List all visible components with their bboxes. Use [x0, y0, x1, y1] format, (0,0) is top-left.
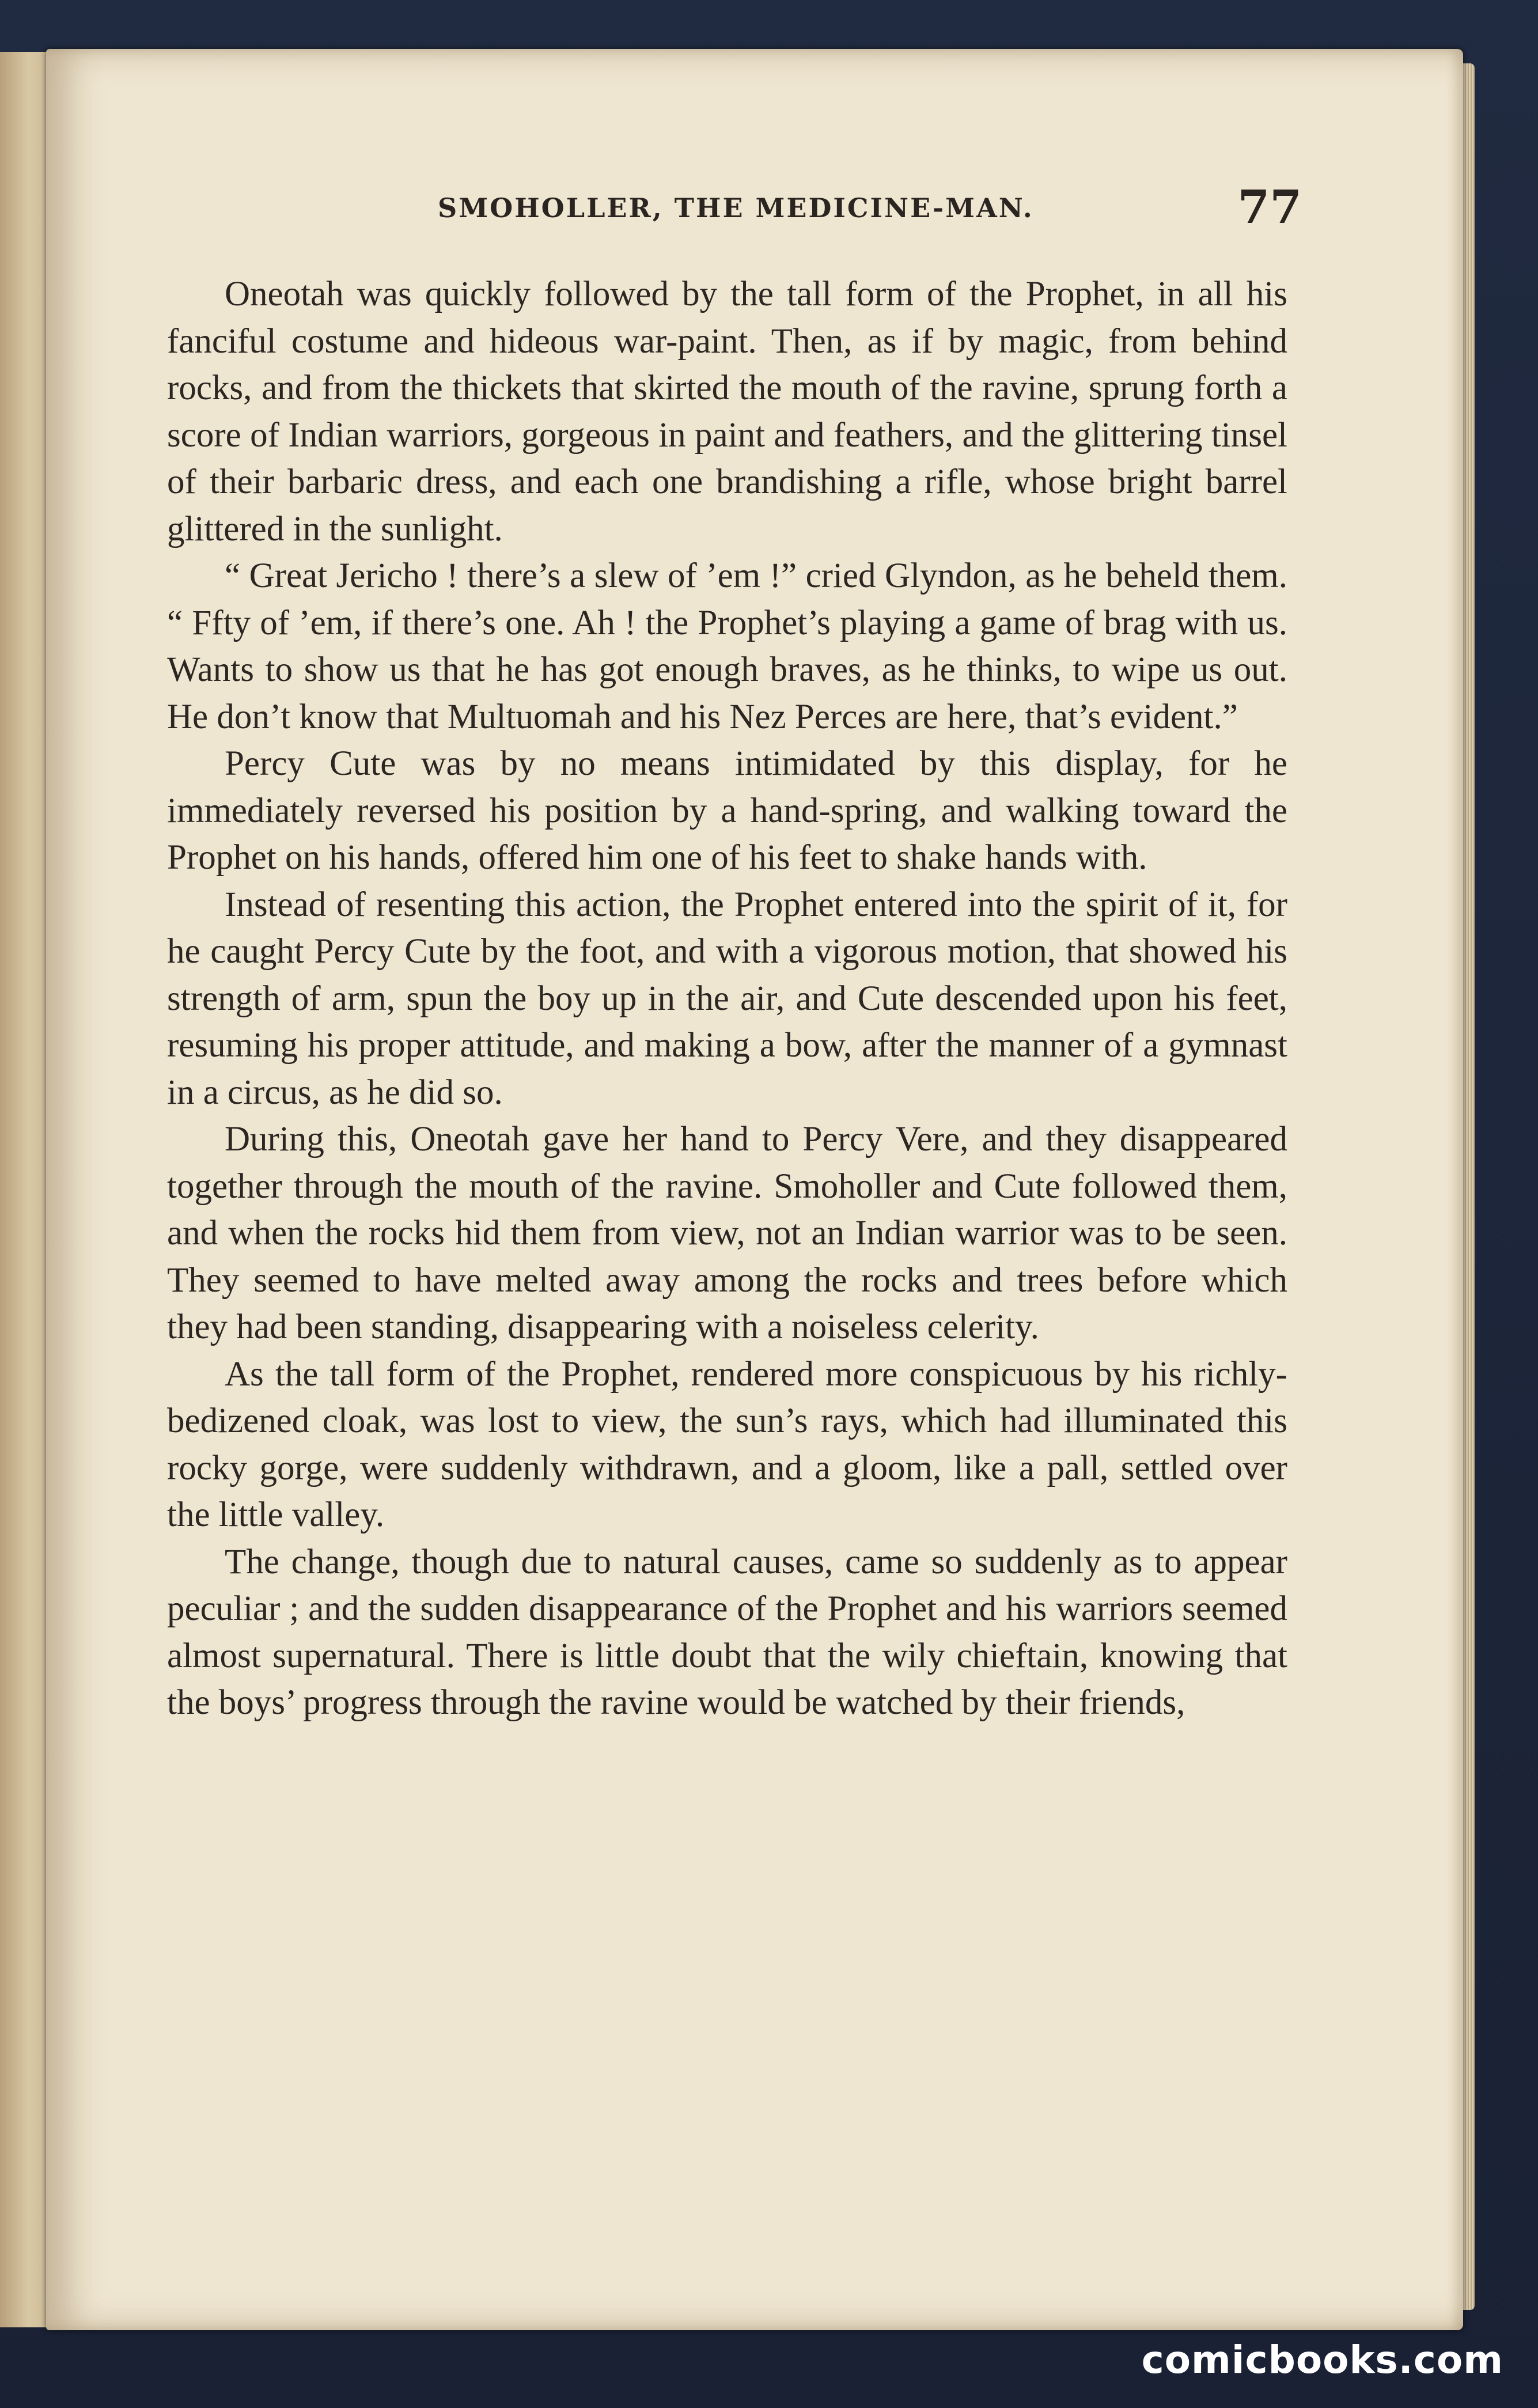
paragraph: Percy Cute was by no means intimidated by this display, for he immediately reversed his position by a hand-spring, and walking toward the Prophet on his hands, offered him one of his feet to shake hands with. [167, 744, 1287, 877]
watermark: comicbooks.com [1141, 2338, 1503, 2382]
paragraph: Instead of resenting this action, the Prophet entered into the spirit of it, for he caught Percy Cute by the foot, and with a vigorous motion, that showed his strength of arm, spun the boy up in the air, and Cute descended upon his feet, resuming his proper attitude, and making a bow, after the manner of a gymnast in a circus, as he did so. [167, 885, 1287, 1112]
running-head [167, 180, 1302, 237]
page-number: 77 [1237, 180, 1302, 234]
paragraph: As the tall form of the Prophet, rendered more conspicuous by his richly-bedizened cloak, was lost to view, the sun’s rays, which had illuminated this rocky gorge, were suddenly withdrawn, and a gloom, like a pall, settled over the little valley. [167, 1354, 1287, 1534]
paragraph: During this, Oneotah gave her hand to Percy Vere, and they disappeared together through the mouth of the ravine. Smoholler and Cute followed them, and when the rocks hid them from view, not an Indian warrior was to be seen. They seemed to have melted away among the rocks and trees before which they had been standing, disappearing with a noiseless celerity. [167, 1120, 1287, 1346]
paragraph: The change, though due to natural causes, came so suddenly as to appear peculiar ; and the sudden disappearance of the Prophet and his warriors seemed almost supernatural. There is little doubt that the wily chieftain, knowing that the boys’ progress through the ravine would be watched by their friends, [167, 1542, 1287, 1722]
running-title: SMOHOLLER, THE MEDICINE-MAN. [438, 192, 1034, 224]
body-text [167, 271, 1287, 1727]
paragraph: “ Great Jericho ! there’s a slew of ’em !” cried Glyndon, as he beheld them. “ Ffty of ’em, if there’s one. Ah ! the Prophet’s playing a game of brag with us. Wants to show us that he has got enough braves, as he thinks, to wipe us out. He don’t know that Multuomah and his Nez Perces are here, that’s evident.” [167, 556, 1287, 736]
paragraph: Oneotah was quickly followed by the tall form of the Prophet, in all his fanciful costume and hideous war-paint. Then, as if by magic, from behind rocks, and from the thickets that skirted the mouth of the ravine, sprung forth a score of Indian warriors, gorgeous in paint and feathers, and the glittering tinsel of their barbaric dress, and each one brandishing a rifle, whose bright barrel glittered in the sunlight. [167, 275, 1287, 548]
